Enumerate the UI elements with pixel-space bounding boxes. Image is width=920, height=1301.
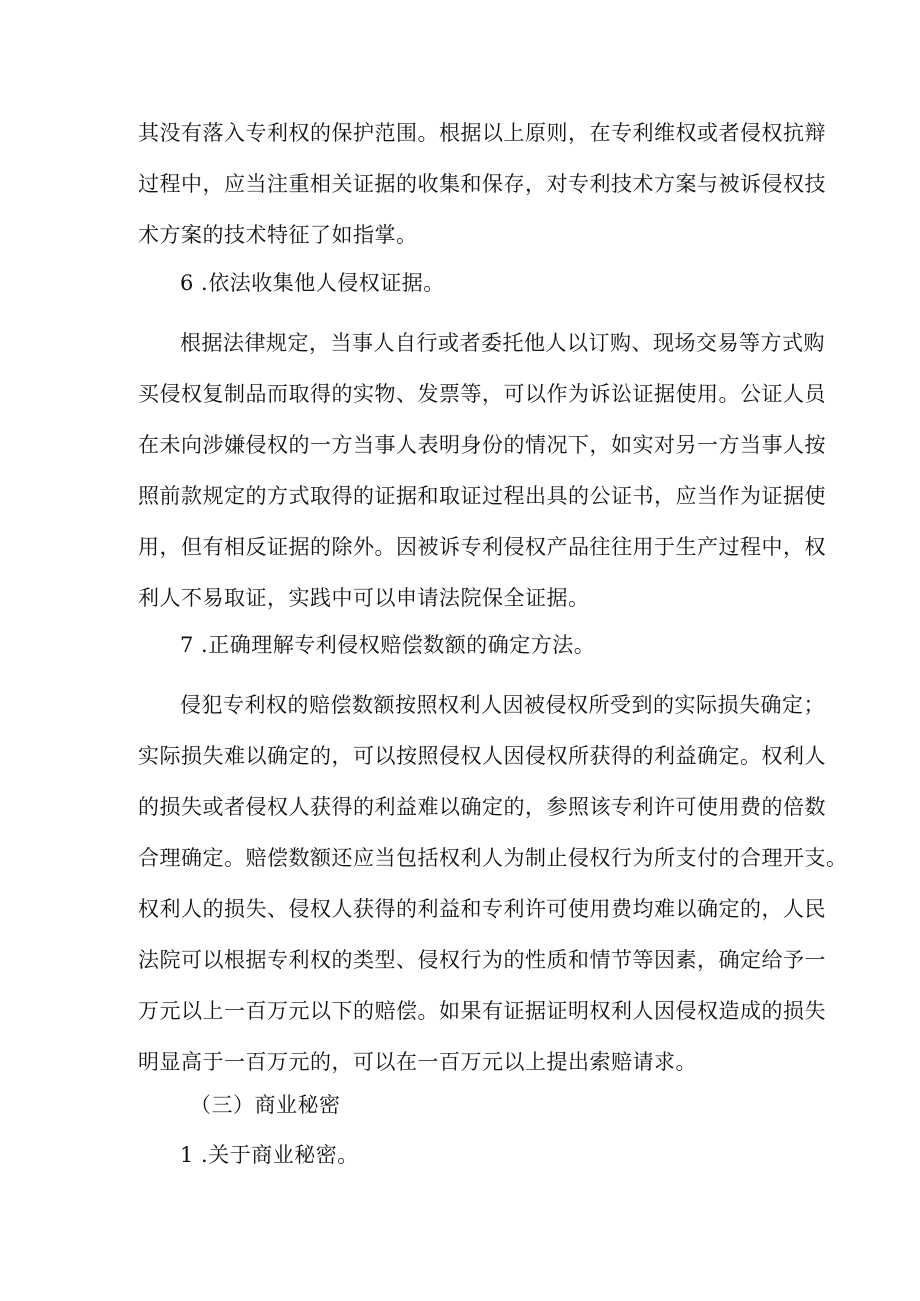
section-heading-1 bbox=[138, 1130, 786, 1181]
paragraph-line: 利人不易取证，实践中可以申请法院保全证据。 bbox=[138, 586, 590, 610]
paragraph-compensation-method bbox=[138, 680, 848, 1088]
paragraph-line: 侵犯专利权的赔偿数额按照权利人因被侵权所受到的实际损失确定； bbox=[180, 693, 825, 717]
heading-text: （三）商业秘密 bbox=[190, 1093, 341, 1117]
paragraph-evidence-collection bbox=[138, 318, 826, 624]
paragraph-line: 其没有落入专利权的保护范围。根据以上原则，在专利维权或者侵权抗辩 bbox=[138, 121, 826, 145]
paragraph-line: 实际损失难以确定的，可以按照侵权人因侵权所获得的利益确定。权利人 bbox=[138, 744, 826, 768]
paragraph-line: 照前款规定的方式取得的证据和取证过程出具的公证书，应当作为证据使 bbox=[138, 484, 826, 508]
paragraph-line: 根据法律规定，当事人自行或者委托他人以订购、现场交易等方式购 bbox=[180, 331, 825, 355]
heading-text: 7 .正确理解专利侵权赔偿数额的确定方法。 bbox=[180, 633, 596, 657]
paragraph-line: 买侵权复制品而取得的实物、发票等，可以作为诉讼证据使用。公证人员 bbox=[138, 382, 826, 406]
paragraph-patent-scope bbox=[138, 108, 826, 261]
paragraph-line: 合理确定。赔偿数额还应当包括权利人为制止侵权行为所支付的合理开支。 bbox=[138, 846, 848, 870]
paragraph-line: 术方案的技术特征了如指掌。 bbox=[138, 223, 418, 247]
section-heading-6 bbox=[138, 258, 786, 309]
paragraph-line: 明显高于一百万元的，可以在一百万元以上提出索赔请求。 bbox=[138, 1050, 697, 1074]
section-heading-trade-secret bbox=[138, 1080, 786, 1131]
paragraph-line: 过程中，应当注重相关证据的收集和保存，对专利技术方案与被诉侵权技 bbox=[138, 172, 826, 196]
paragraph-line: 万元以上一百万元以下的赔偿。如果有证据证明权利人因侵权造成的损失 bbox=[138, 999, 826, 1023]
heading-text: 1 .关于商业秘密。 bbox=[180, 1143, 359, 1167]
paragraph-line: 用，但有相反证据的除外。因被诉专利侵权产品往往用于生产过程中，权 bbox=[138, 535, 826, 559]
paragraph-line: 在未向涉嫌侵权的一方当事人表明身份的情况下，如实对另一方当事人按 bbox=[138, 433, 826, 457]
section-heading-7 bbox=[138, 620, 786, 671]
paragraph-line: 的损失或者侵权人获得的利益难以确定的，参照该专利许可使用费的倍数 bbox=[138, 795, 826, 819]
heading-text: 6 .依法收集他人侵权证据。 bbox=[180, 271, 445, 295]
paragraph-line: 法院可以根据专利权的类型、侵权行为的性质和情节等因素，确定给予一 bbox=[138, 948, 826, 972]
paragraph-line: 权利人的损失、侵权人获得的利益和专利许可使用费均难以确定的，人民 bbox=[138, 897, 826, 921]
